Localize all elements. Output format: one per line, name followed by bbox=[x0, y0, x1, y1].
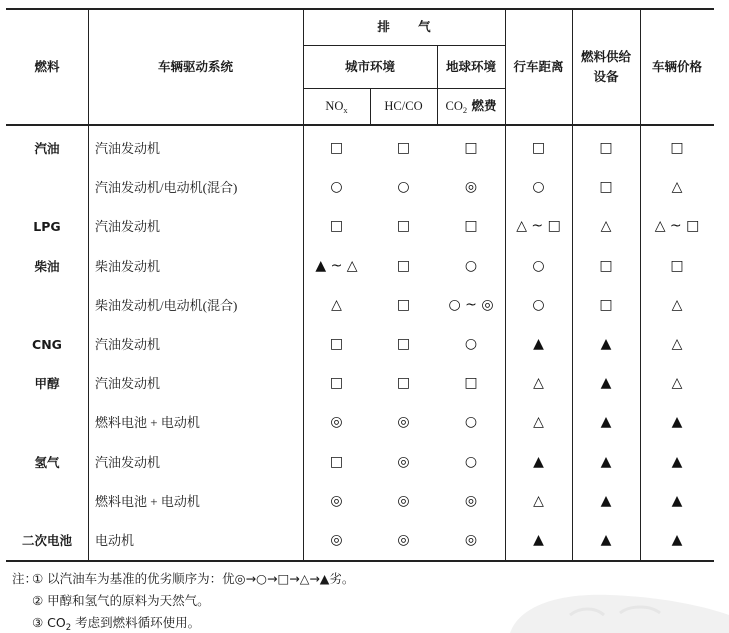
cell-price: ▲ bbox=[671, 532, 683, 548]
cell-supply: △ bbox=[600, 218, 612, 235]
cell-nox: ◎ bbox=[330, 532, 343, 548]
cell-supply: ▲ bbox=[600, 414, 612, 431]
cell-system: 柴油发动机/电动机(混合) bbox=[95, 297, 238, 313]
cell-range: △ bbox=[533, 492, 544, 509]
header-range-label: 行车距离 bbox=[513, 59, 564, 74]
cell-system: 汽油发动机 bbox=[95, 337, 161, 352]
cell-price: △ bbox=[671, 179, 683, 196]
table-row bbox=[0, 247, 729, 286]
cell-co2: ○ bbox=[464, 453, 478, 470]
header-supply-line1: 燃料供给 bbox=[580, 49, 631, 64]
cell-hc-co: □ bbox=[396, 336, 411, 352]
header-supply-line2: 设备 bbox=[593, 69, 619, 84]
cell-supply: ▲ bbox=[600, 532, 612, 548]
cell-range: ▲ bbox=[533, 336, 544, 352]
cell-price: ▲ bbox=[671, 492, 683, 509]
cell-fuel bbox=[6, 168, 88, 207]
cell-range: △ bbox=[533, 375, 544, 392]
table-row bbox=[0, 482, 729, 521]
cell-co2: ○ bbox=[464, 257, 478, 274]
cell-fuel bbox=[6, 403, 88, 442]
cell-range: □ bbox=[531, 140, 546, 156]
cell-system: 电动机 bbox=[95, 533, 135, 548]
cell-hc-co: □ bbox=[396, 218, 411, 235]
cell-co2: ◎ bbox=[464, 532, 478, 548]
table-row bbox=[0, 129, 729, 168]
cell-price: △ bbox=[671, 375, 683, 392]
cell-fuel bbox=[6, 286, 88, 325]
cell-price: △ bbox=[671, 336, 683, 352]
header-nox-label: $NO_x$ bbox=[325, 98, 348, 115]
cell-system: 汽油发动机 bbox=[95, 219, 161, 235]
cell-price: ▲ bbox=[671, 453, 683, 470]
cell-nox: ○ bbox=[330, 179, 343, 196]
cell-fuel: LPG bbox=[33, 219, 61, 235]
note-1-text: ① 以汽油车为基准的优劣顺序为：优◎→○→□→△→▲劣。 bbox=[32, 571, 355, 586]
header-fuel-label: 燃料 bbox=[34, 59, 60, 74]
cell-fuel: 柴油 bbox=[34, 258, 60, 274]
header-urban-environment bbox=[303, 45, 437, 88]
cell-range: ○ bbox=[532, 179, 545, 196]
cell-nox: △ bbox=[331, 296, 342, 313]
header-vehicle-price bbox=[640, 10, 714, 124]
cell-system: 汽油发动机/电动机(混合) bbox=[95, 180, 238, 196]
header-driving-range bbox=[505, 10, 572, 124]
cell-system: 柴油发动机 bbox=[95, 258, 161, 274]
cell-co2: ◎ bbox=[464, 492, 478, 509]
table-row bbox=[0, 403, 729, 442]
cell-price: □ bbox=[670, 140, 684, 156]
cell-nox: □ bbox=[329, 140, 344, 156]
header-co2-label: $CO_2$ 燃费 bbox=[445, 97, 497, 115]
header-exhaust-label: 排 气 bbox=[377, 19, 443, 34]
cell-co2: ○ bbox=[464, 414, 478, 431]
cell-supply: ▲ bbox=[600, 492, 612, 509]
cell-fuel bbox=[6, 482, 88, 521]
cell-fuel: 二次电池 bbox=[21, 533, 72, 548]
cell-range: ○ bbox=[532, 296, 545, 313]
cell-fuel: 甲醇 bbox=[34, 376, 60, 392]
cell-nox: ◎ bbox=[330, 492, 343, 509]
cell-supply: ▲ bbox=[600, 336, 612, 352]
cell-hc-co: □ bbox=[396, 296, 411, 313]
cell-system: 燃料电池 + 电动机 bbox=[95, 415, 200, 431]
cell-nox: □ bbox=[329, 453, 344, 470]
cell-system: 汽油发动机 bbox=[95, 376, 161, 392]
cell-hc-co: □ bbox=[396, 375, 411, 392]
cell-hc-co: ◎ bbox=[397, 414, 410, 431]
header-drive-system bbox=[88, 10, 303, 124]
header-urban-label: 城市环境 bbox=[344, 58, 395, 74]
cell-range: △ bbox=[533, 414, 544, 431]
note-2-text: ② 甲醇和氢气的原料为天然气。 bbox=[32, 593, 210, 608]
cell-price: △ bbox=[671, 296, 683, 313]
header-fuel-supply bbox=[572, 10, 640, 124]
header-fuel bbox=[6, 10, 88, 124]
header-bottom-rule bbox=[6, 124, 714, 126]
cell-hc-co: ◎ bbox=[397, 453, 410, 470]
note-3-text: ③ $CO_2$ 考虑到燃料循环使用。 bbox=[32, 615, 201, 633]
cell-supply: ▲ bbox=[600, 375, 612, 392]
header-exhaust bbox=[303, 9, 505, 45]
cell-co2: ◎ bbox=[464, 179, 478, 196]
header-global-environment bbox=[437, 45, 505, 88]
cell-fuel: 汽油 bbox=[34, 141, 60, 156]
cell-co2: ○ ~ ◎ bbox=[448, 296, 494, 313]
cell-hc-co: □ bbox=[396, 257, 411, 274]
cell-system: 燃料电池 + 电动机 bbox=[95, 493, 200, 509]
table-bottom-rule bbox=[6, 560, 714, 562]
cell-co2: □ bbox=[464, 375, 478, 392]
table-row bbox=[0, 168, 729, 207]
cell-nox: □ bbox=[329, 375, 344, 392]
cell-range: △ ~ □ bbox=[516, 218, 561, 235]
cell-system: 汽油发动机 bbox=[95, 141, 161, 156]
header-co2-fuel-consumption bbox=[437, 88, 505, 124]
cell-supply: □ bbox=[599, 140, 613, 156]
header-global-label: 地球环境 bbox=[445, 58, 496, 74]
header-drive-system-label: 车辆驱动系统 bbox=[157, 59, 233, 74]
cell-hc-co: ◎ bbox=[397, 532, 410, 548]
cell-supply: □ bbox=[599, 257, 613, 274]
header-nox bbox=[303, 88, 370, 124]
cell-co2: □ bbox=[464, 140, 478, 156]
header-hc-co bbox=[370, 88, 437, 124]
cell-nox: □ bbox=[329, 218, 344, 235]
cell-fuel: CNG bbox=[32, 337, 62, 352]
cell-co2: □ bbox=[464, 218, 478, 235]
cell-nox: □ bbox=[329, 336, 344, 352]
table-row bbox=[0, 286, 729, 325]
cell-hc-co: ◎ bbox=[397, 492, 410, 509]
table-row bbox=[0, 207, 729, 246]
table-row bbox=[0, 325, 729, 364]
cell-range: ○ bbox=[532, 257, 545, 274]
cell-supply: ▲ bbox=[600, 453, 612, 470]
cell-range: ▲ bbox=[533, 453, 544, 470]
cell-price: △ ~ □ bbox=[654, 218, 700, 235]
table-row bbox=[0, 521, 729, 560]
notes-prefix: 注： bbox=[12, 571, 38, 586]
cell-nox: ◎ bbox=[330, 414, 343, 431]
watermark-stamp bbox=[500, 585, 729, 633]
cell-fuel: 氢气 bbox=[34, 454, 60, 470]
cell-price: □ bbox=[670, 257, 684, 274]
cell-price: ▲ bbox=[671, 414, 683, 431]
cell-co2: ○ bbox=[464, 336, 478, 352]
cell-nox: ▲ ~ △ bbox=[315, 257, 358, 274]
table-row bbox=[0, 443, 729, 482]
cell-hc-co: □ bbox=[396, 140, 411, 156]
cell-range: ▲ bbox=[533, 532, 544, 548]
cell-system: 汽油发动机 bbox=[95, 454, 161, 470]
cell-supply: □ bbox=[599, 179, 613, 196]
header-price-label: 车辆价格 bbox=[651, 59, 702, 74]
cell-supply: □ bbox=[599, 296, 613, 313]
header-hc-co-label: HC/CO bbox=[384, 99, 423, 113]
cell-hc-co: ○ bbox=[397, 179, 410, 196]
table-row bbox=[0, 364, 729, 403]
